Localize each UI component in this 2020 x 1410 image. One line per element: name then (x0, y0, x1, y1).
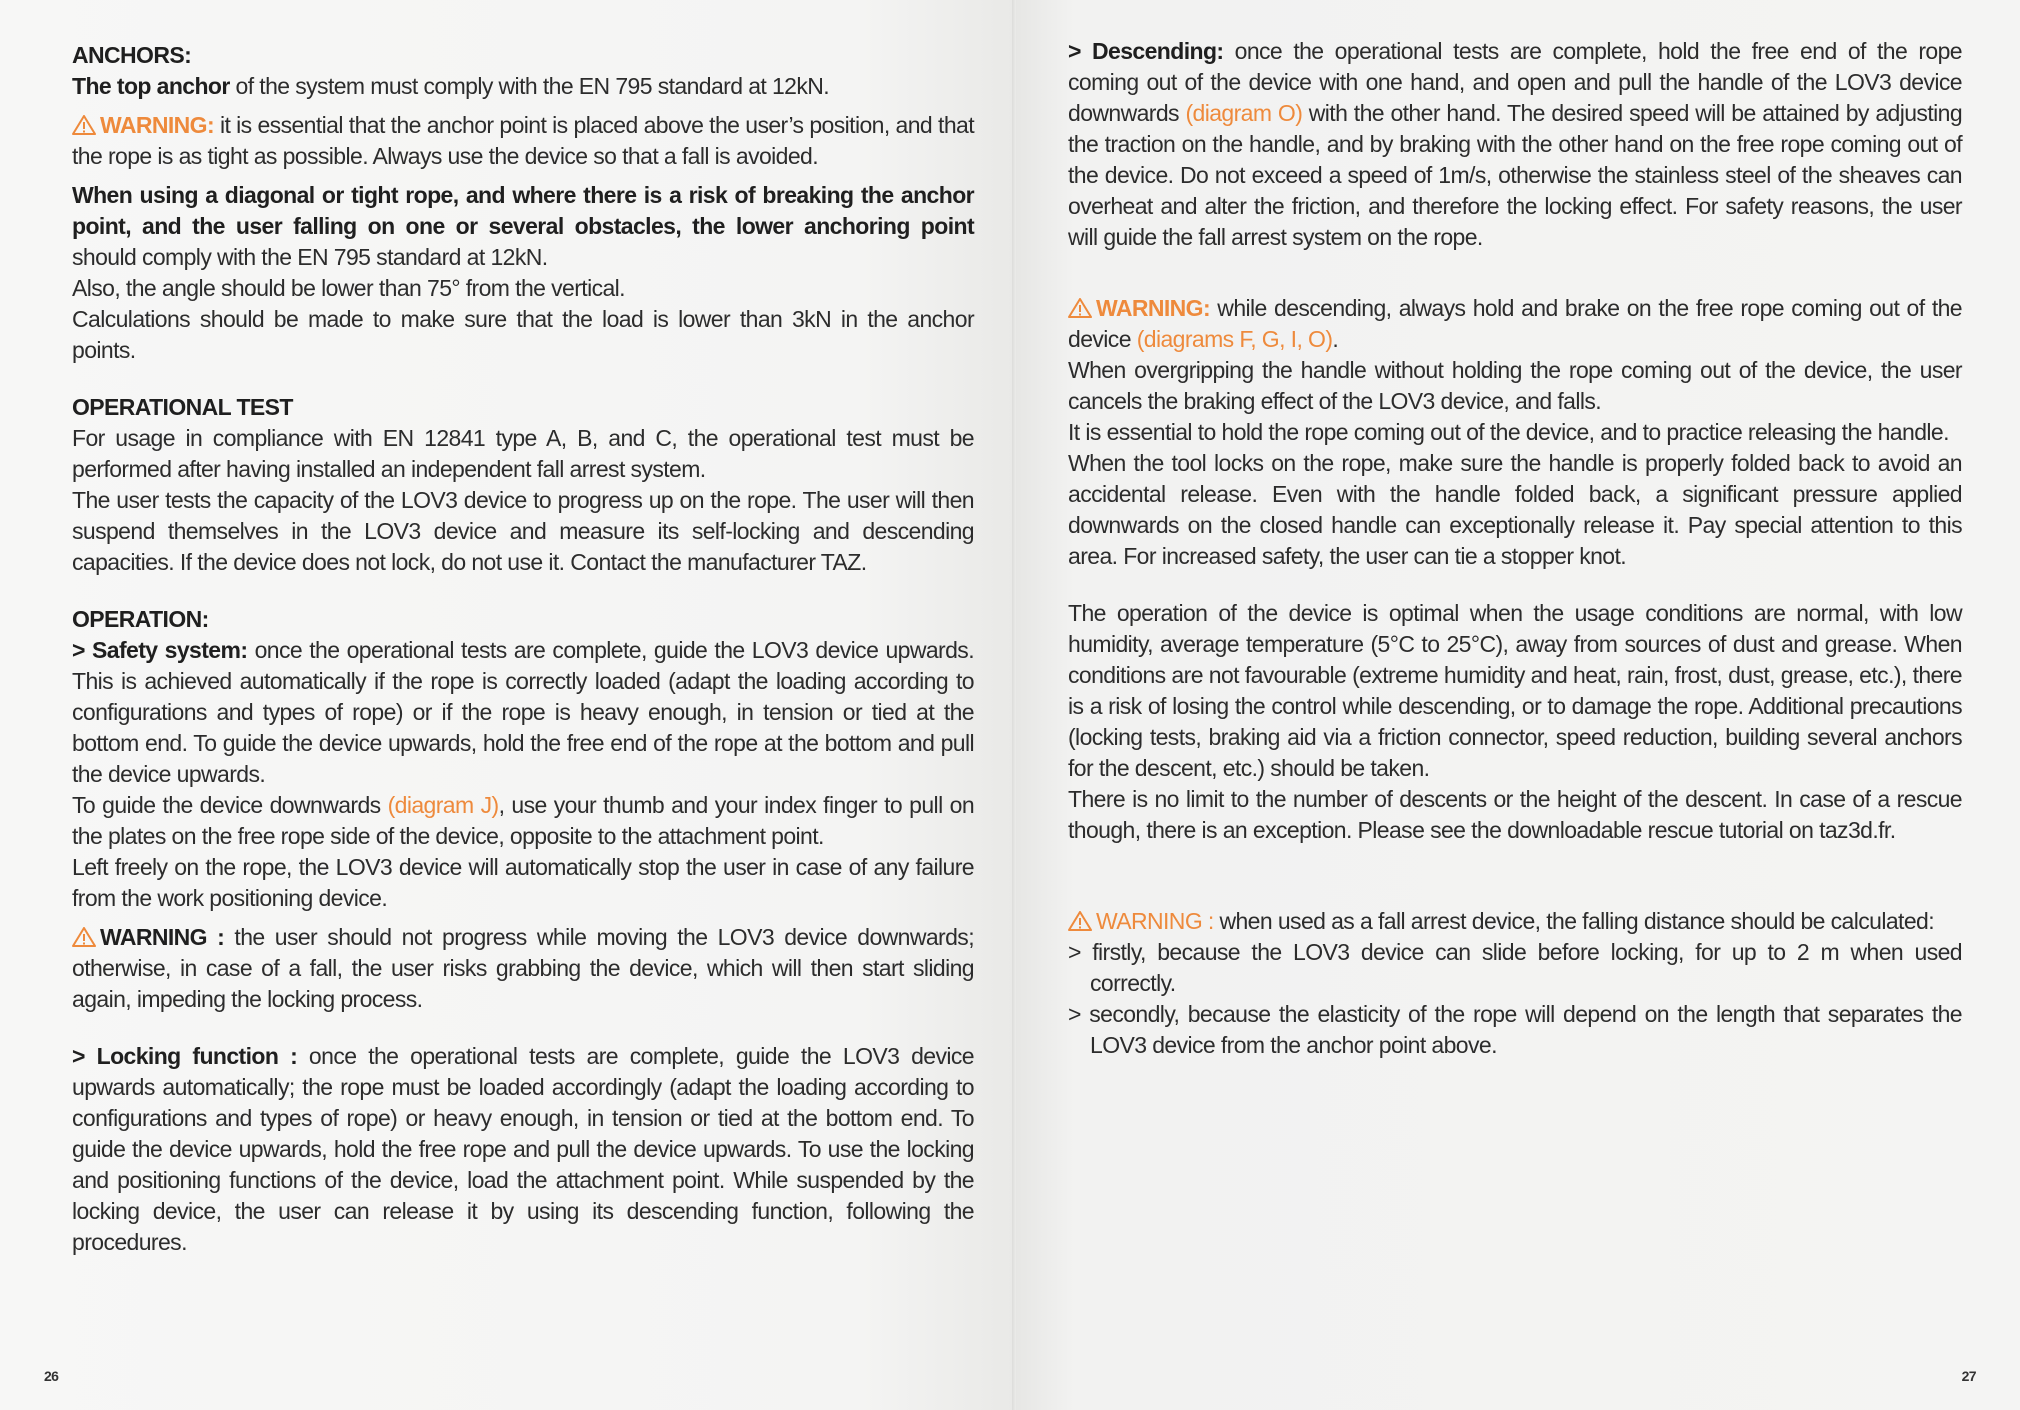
left-freely-paragraph: Left freely on the rope, the LOV3 device will automatically stop the user in case of any failure from the work positioning device. (72, 854, 974, 911)
diagram-reference: (diagrams F, G, I, O) (1136, 326, 1333, 352)
descending-warning: WARNING: while descending, always hold and brake on the free rope coming out of the device (diagrams F, G, I, O). (1068, 295, 1962, 352)
handle-folded-paragraph: When the tool locks on the rope, make sure the handle is properly folded back to avoid an accidental release. Even with the handle folded back, a significant pressure applied downwards on the closed handle can exceptionally release it. Pay special attention to this area. For increased safety, the user can tie a stopper knot. (1068, 450, 1962, 569)
practice-release-paragraph: It is essential to hold the rope coming out of the device, and to practice releasing the handle. (1068, 419, 1949, 445)
operation-heading: OPERATION: (72, 606, 209, 632)
warning-triangle-icon (72, 115, 96, 135)
right-page (1014, 0, 2020, 1410)
descending-paragraph: > Descending: once the operational tests are complete, hold the free end of the rope coming out of the device with one hand, and open and pull the handle of the LOV3 device downwards (diagram O) with the other hand. The desired speed will be attained by adjusting the traction on the handle, and by braking with the other hand on the free rope coming out of the device. Do not exceed a speed of 1m/s, otherwise the stainless steel of the sheaves can overheat and alter the friction, and therefore the locking effect. For safety reasons, the user will guide the fall arrest system on the rope. (1068, 38, 1963, 250)
fall-distance-bullet-2: > secondly, because the elasticity of the rope will depend on the length that separates the LOV3 device from the anchor point above. (1068, 1001, 1962, 1058)
guide-downwards-paragraph: To guide the device downwards (diagram J), use your thumb and your index finger to pull on the plates on the free rope side of the device, opposite to the attachment point. (72, 792, 975, 849)
diagram-reference: (diagram O) (1185, 100, 1303, 126)
anchors-paragraph-calculations: Calculations should be made to make sure that the load is lower than 3kN in the anchor points. (72, 306, 974, 363)
conditions-paragraph: The operation of the device is optimal when the usage conditions are normal, with low humidity, average temperature (5°C to 25°C), away from sources of dust and grease. When conditions are not favourable (extreme humidity and heat, rain, frost, dust, grease, etc.), there is a risk of losing the control while descending, or to damage the rope. Additional precautions (locking tests, braking aid via a friction connector, speed reduction, building several anchors for the descent, etc.) should be taken. (1068, 600, 1962, 781)
anchors-heading: ANCHORS: (72, 42, 192, 68)
warning-triangle-icon (1068, 298, 1092, 318)
descent-limit-paragraph: There is no limit to the number of descents or the height of the descent. In case of a rescue though, there is an exception. Please see the downloadable rescue tutorial on taz3d.fr. (1068, 786, 1962, 843)
anchors-paragraph-top-anchor: The top anchor of the system must comply with the EN 795 standard at 12kN. (72, 73, 830, 99)
operational-test-paragraph-2: The user tests the capacity of the LOV3 device to progress up on the rope. The user will then suspend themselves in the LOV3 device and measure its self-locking and descending capacities. If the device does not lock, do not use it. Contact the manufacturer TAZ. (72, 487, 974, 575)
anchors-paragraph-diagonal: When using a diagonal or tight rope, and where there is a risk of breaking the anchor point, and the user falling on one or several obstacles, the lower anchoring point should comply with the EN 795 standard at 12kN. (72, 182, 974, 270)
locking-function-paragraph: > Locking function : once the operational tests are complete, guide the LOV3 device upwards automatically; the rope must be loaded accordingly (adapt the loading according to configurations and types of rope) or heavy enough, in tension or tied at the bottom end. To guide the device upwards, hold the free rope and pull the device upwards. To use the locking and positioning functions of the device, load the attachment point. While suspended by the locking device, the user can release it by using its descending function, following the procedures. (72, 1043, 974, 1255)
diagram-reference: (diagram J) (387, 792, 499, 818)
safety-system-paragraph: > Safety system: once the operational tests are complete, guide the LOV3 device upwards. This is achieved automatically if the rope is correctly loaded (adapt the loading according to configurations and types of rope) or if the rope is heavy enough, in tension or tied at the bottom end. To guide the device upwards, hold the free end of the rope at the bottom and pull the device upwards. (72, 637, 974, 787)
warning-triangle-icon (72, 927, 96, 947)
book-spine (1012, 0, 1016, 1410)
anchors-paragraph-angle: Also, the angle should be lower than 75° from the vertical. (72, 275, 625, 301)
operation-warning: WARNING : the user should not progress while moving the LOV3 device downwards; otherwise, in case of a fall, the user risks grabbing the device, which will then start sliding again, impeding the locking process. (72, 924, 974, 1012)
page-number-left: 26 (44, 1368, 59, 1384)
fall-arrest-warning: WARNING : when used as a fall arrest device, the falling distance should be calculated: (1068, 906, 1962, 937)
overgripping-paragraph: When overgripping the handle without holding the rope coming out of the device, the user cancels the braking effect of the LOV3 device, and falls. (1068, 357, 1962, 414)
operational-test-heading: OPERATIONAL TEST (72, 394, 293, 420)
anchors-warning: WARNING: it is essential that the anchor point is placed above the user’s position, and that the rope is as tight as possible. Always use the device so that a fall is avoided. (72, 112, 974, 169)
operational-test-paragraph-1: For usage in compliance with EN 12841 type A, B, and C, the operational test must be performed after having installed an independent fall arrest system. (72, 425, 974, 482)
fall-distance-bullet-1: > firstly, because the LOV3 device can slide before locking, for up to 2 m when used correctly. (1068, 939, 1962, 996)
page-number-right: 27 (1961, 1368, 1976, 1384)
warning-triangle-icon (1068, 911, 1092, 931)
